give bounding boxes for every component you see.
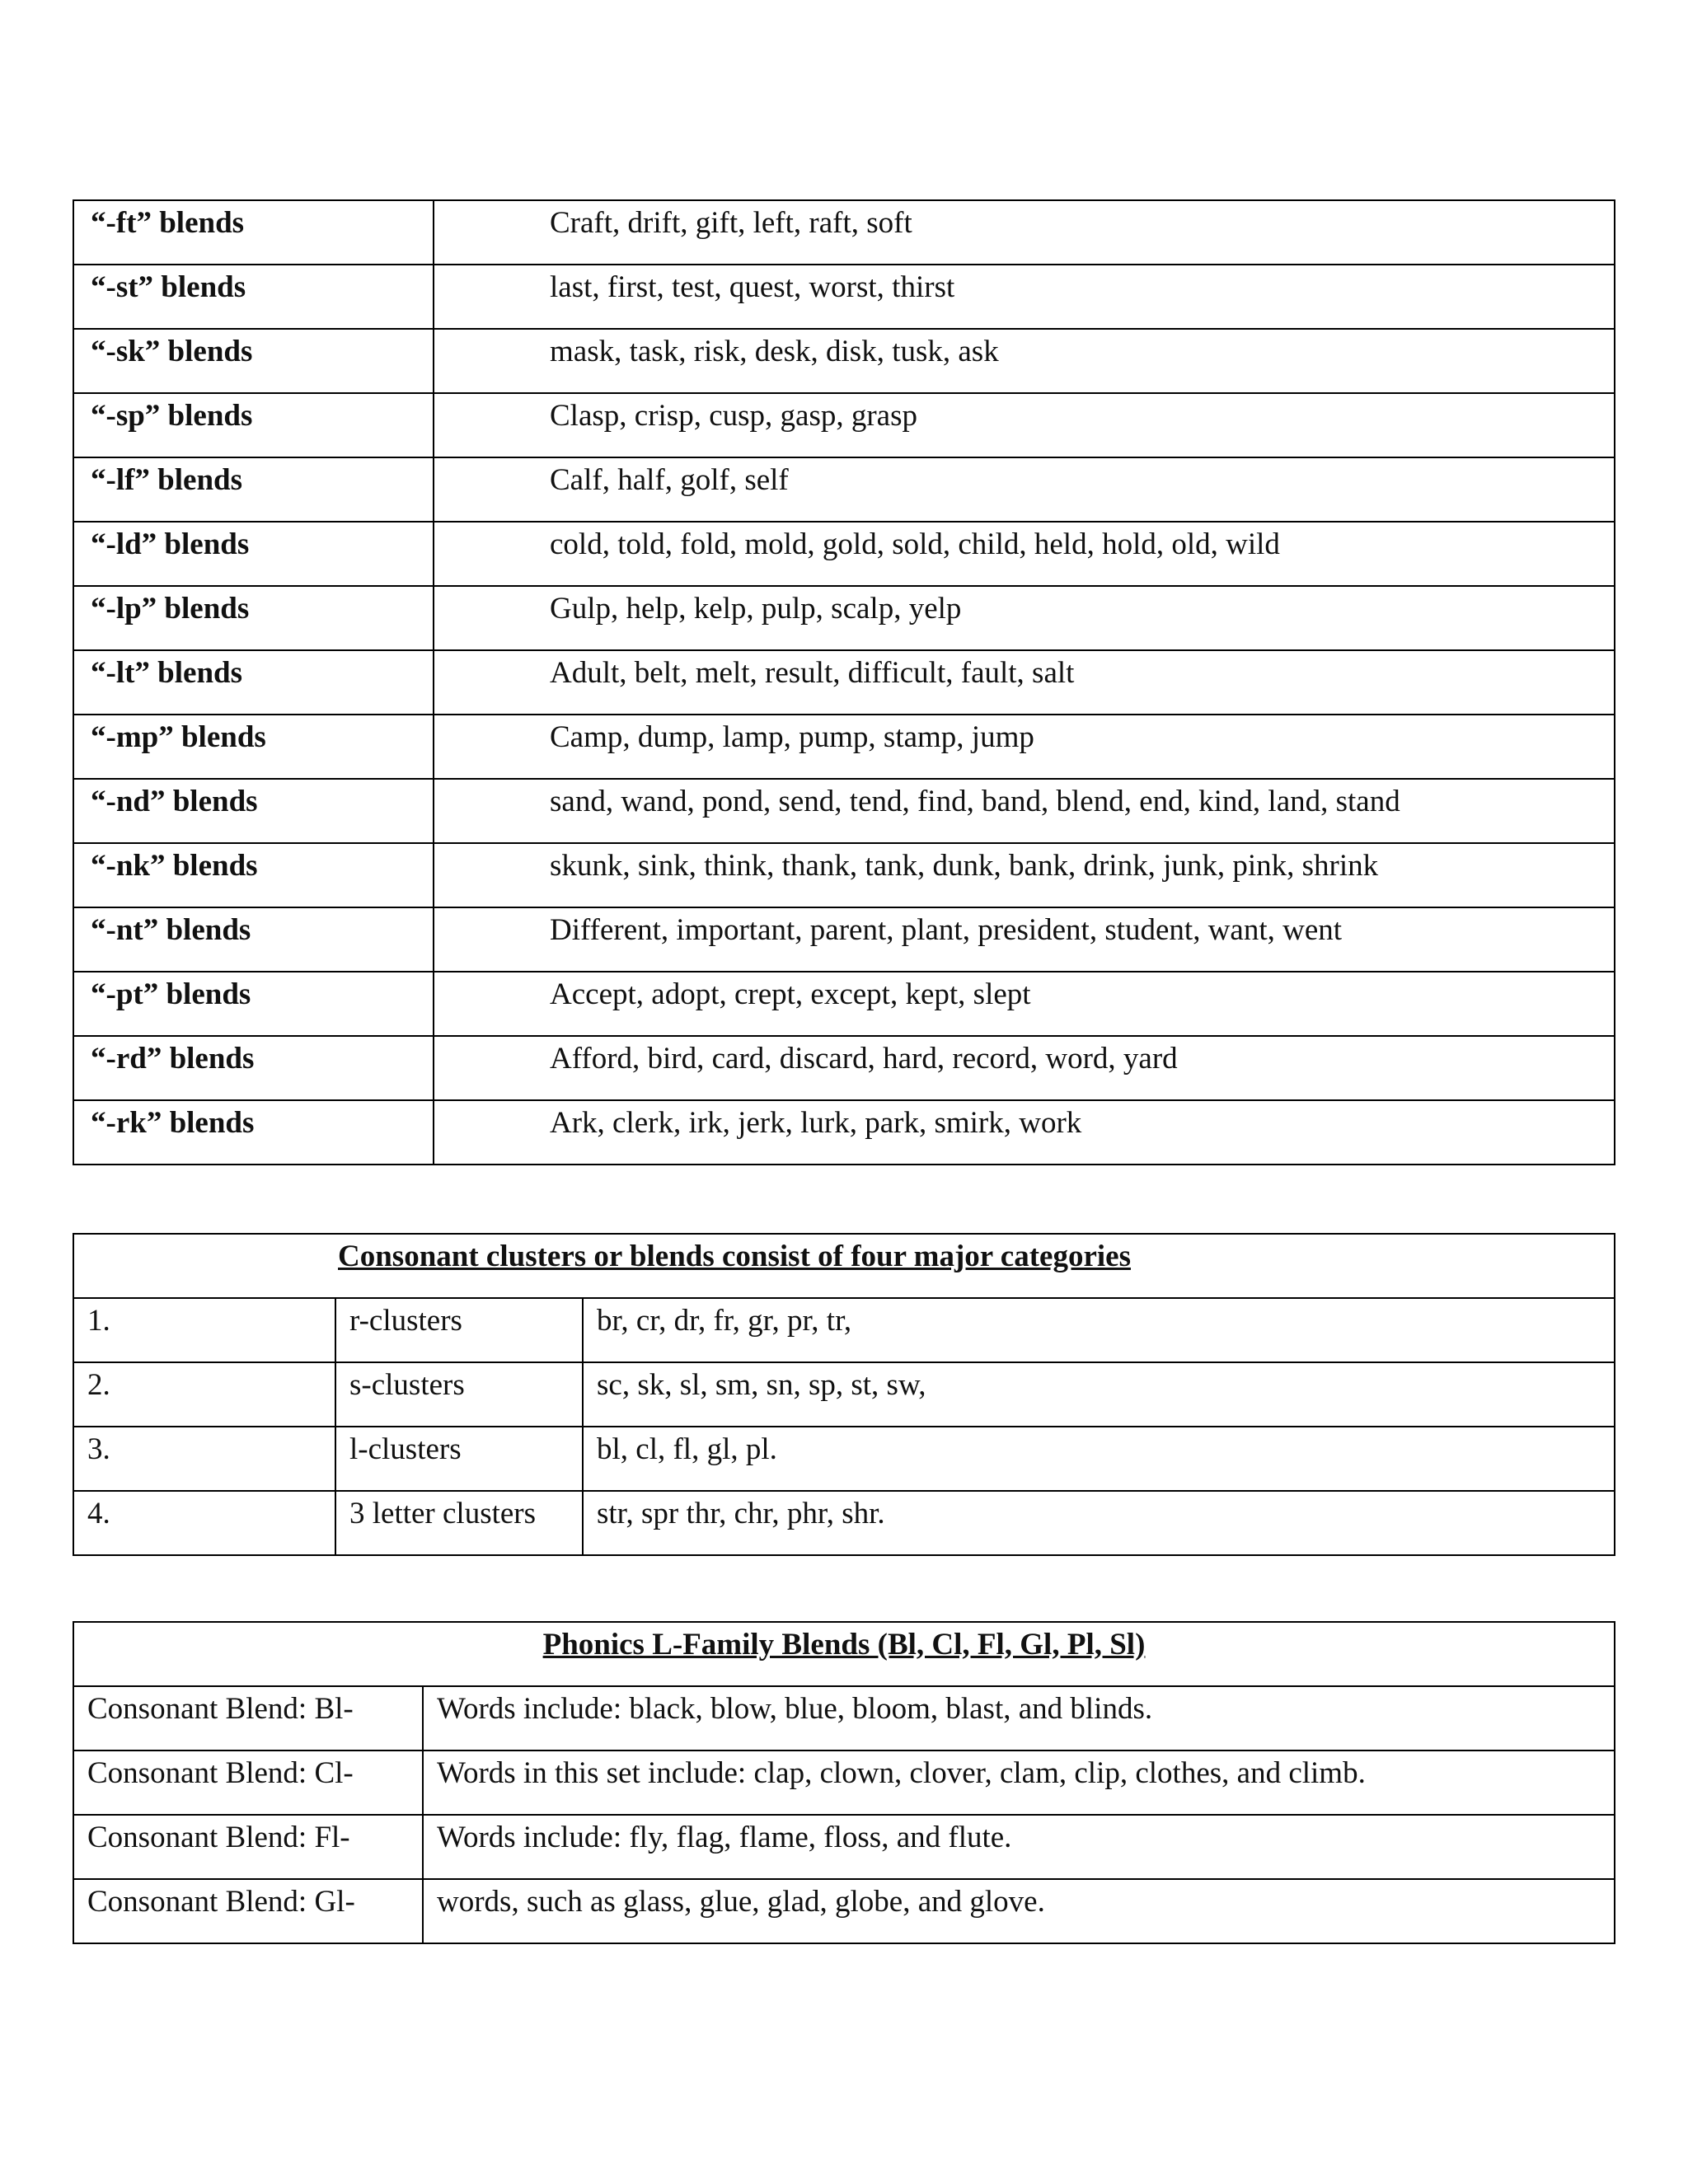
cluster-type-cell: 3 letter clusters (335, 1491, 583, 1555)
example-words-cell: mask, task, risk, desk, disk, tusk, ask (434, 329, 1615, 393)
table-row (73, 972, 1615, 1036)
table-header-row (73, 1234, 1615, 1298)
blend-cell: Consonant Blend: Cl- (73, 1750, 423, 1815)
example-words-cell: Words in this set include: clap, clown, clover, clam, clip, clothes, and climb. (423, 1750, 1615, 1815)
table-row (73, 329, 1615, 393)
cluster-examples-cell: str, spr thr, chr, phr, shr. (583, 1491, 1615, 1555)
example-words-cell: Ark, clerk, irk, jerk, lurk, park, smirk, work (434, 1100, 1615, 1165)
cluster-type-cell: r-clusters (335, 1298, 583, 1362)
table-title: Phonics L-Family Blends (Bl, Cl, Fl, Gl, Pl, Sl) (73, 1622, 1615, 1686)
blend-cell: Consonant Blend: Fl- (73, 1815, 423, 1879)
table-title: Consonant clusters or blends consist of four major categories (73, 1234, 1615, 1298)
table-row (73, 1427, 1615, 1491)
example-words-cell: skunk, sink, think, thank, tank, dunk, bank, drink, junk, pink, shrink (434, 843, 1615, 907)
l-family-blends-table (73, 1621, 1615, 1944)
table-row (73, 522, 1615, 586)
number-cell: 4. (73, 1491, 335, 1555)
blend-cell: “-mp” blends (73, 715, 434, 779)
ending-blends-table (73, 199, 1615, 1165)
table-row (73, 907, 1615, 972)
example-words-cell: cold, told, fold, mold, gold, sold, child, held, hold, old, wild (434, 522, 1615, 586)
blend-cell: Consonant Blend: Gl- (73, 1879, 423, 1943)
number-cell: 1. (73, 1298, 335, 1362)
table-row (73, 586, 1615, 650)
example-words-cell: Afford, bird, card, discard, hard, record, word, yard (434, 1036, 1615, 1100)
blend-cell: “-sp” blends (73, 393, 434, 457)
table-row (73, 1100, 1615, 1165)
table-row (73, 457, 1615, 522)
cluster-type-cell: s-clusters (335, 1362, 583, 1427)
example-words-cell: Craft, drift, gift, left, raft, soft (434, 200, 1615, 265)
blend-cell: “-rk” blends (73, 1100, 434, 1165)
blend-cell: “-nd” blends (73, 779, 434, 843)
cluster-type-cell: l-clusters (335, 1427, 583, 1491)
table-row (73, 1362, 1615, 1427)
example-words-cell: Camp, dump, lamp, pump, stamp, jump (434, 715, 1615, 779)
blend-cell: “-rd” blends (73, 1036, 434, 1100)
blend-cell: “-lp” blends (73, 586, 434, 650)
table-row (73, 650, 1615, 715)
table-row (73, 779, 1615, 843)
table-row (73, 1491, 1615, 1555)
blend-cell: “-ld” blends (73, 522, 434, 586)
example-words-cell: Accept, adopt, crept, except, kept, slept (434, 972, 1615, 1036)
cluster-categories-table (73, 1233, 1615, 1556)
blend-cell: “-nt” blends (73, 907, 434, 972)
blend-cell: “-lt” blends (73, 650, 434, 715)
example-words-cell: words, such as glass, glue, glad, globe, and glove. (423, 1879, 1615, 1943)
table-row (73, 843, 1615, 907)
blend-cell: “-ft” blends (73, 200, 434, 265)
example-words-cell: Adult, belt, melt, result, difficult, fault, salt (434, 650, 1615, 715)
table-row (73, 1686, 1615, 1750)
example-words-cell: Words include: black, blow, blue, bloom, blast, and blinds. (423, 1686, 1615, 1750)
table-row (73, 200, 1615, 265)
blend-cell: “-pt” blends (73, 972, 434, 1036)
blend-cell: “-nk” blends (73, 843, 434, 907)
cluster-examples-cell: sc, sk, sl, sm, sn, sp, st, sw, (583, 1362, 1615, 1427)
blend-cell: “-lf” blends (73, 457, 434, 522)
table-row (73, 1298, 1615, 1362)
example-words-cell: Calf, half, golf, self (434, 457, 1615, 522)
example-words-cell: Gulp, help, kelp, pulp, scalp, yelp (434, 586, 1615, 650)
table-row (73, 715, 1615, 779)
table-row (73, 1750, 1615, 1815)
blend-cell: “-st” blends (73, 265, 434, 329)
table-row (73, 1879, 1615, 1943)
blend-cell: “-sk” blends (73, 329, 434, 393)
number-cell: 3. (73, 1427, 335, 1491)
table-row (73, 393, 1615, 457)
table-row (73, 1036, 1615, 1100)
table-row (73, 1815, 1615, 1879)
table-header-row (73, 1622, 1615, 1686)
example-words-cell: Clasp, crisp, cusp, gasp, grasp (434, 393, 1615, 457)
example-words-cell: Words include: fly, flag, flame, floss, and flute. (423, 1815, 1615, 1879)
cluster-examples-cell: bl, cl, fl, gl, pl. (583, 1427, 1615, 1491)
example-words-cell: Different, important, parent, plant, president, student, want, went (434, 907, 1615, 972)
example-words-cell: last, first, test, quest, worst, thirst (434, 265, 1615, 329)
cluster-examples-cell: br, cr, dr, fr, gr, pr, tr, (583, 1298, 1615, 1362)
example-words-cell: sand, wand, pond, send, tend, find, band, blend, end, kind, land, stand (434, 779, 1615, 843)
table-row (73, 265, 1615, 329)
blend-cell: Consonant Blend: Bl- (73, 1686, 423, 1750)
number-cell: 2. (73, 1362, 335, 1427)
